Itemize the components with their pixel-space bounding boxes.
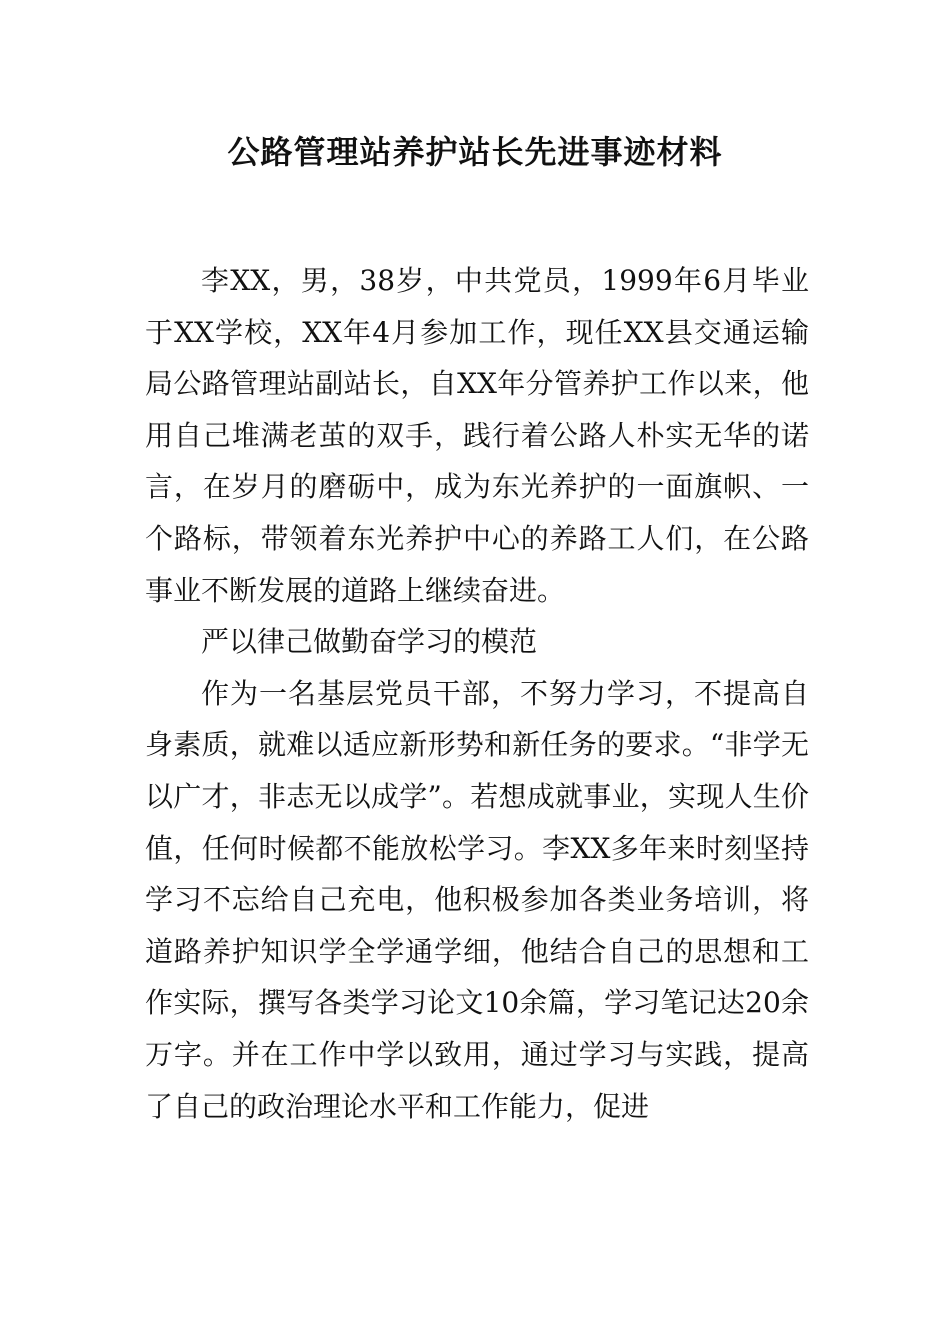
paragraph-intro: 李XX，男，38岁，中共党员，1999年6月毕业于XX学校，XX年4月参加工作，现任XX县交通运输局公路管理站副站长，自XX年分管养护工作以来，他用自己堆满老茧的双手，践行着公路人朴实无华的诺言，在岁月的磨砺中，成为东光养护的一面旗帜、一个路标，带领着东光养护中心的养路工人们，在公路事业不断发展的道路上继续奋进。 [145,264,809,607]
document-body [145,255,809,1132]
paragraph-study: 作为一名基层党员干部，不努力学习，不提高自身素质，就难以适应新形势和新任务的要求。“非学无以广才，非志无以成学”。若想成就事业，实现人生价值，任何时候都不能放松学习。李XX多年来时刻坚持学习不忘给自己充电，他积极参加各类业务培训，将道路养护知识学全学通学细，他结合自己的思想和工作实际，撰写各类学习论文10余篇，学习笔记达20余万字。并在工作中学以致用，通过学习与实践，提高了自己的政治理论水平和工作能力，促进 [145,676,809,1123]
document-title: 公路管理站养护站长先进事迹材料 [227,133,723,171]
paragraph-section-heading: 严以律己做勤奋学习的模范 [201,625,538,659]
